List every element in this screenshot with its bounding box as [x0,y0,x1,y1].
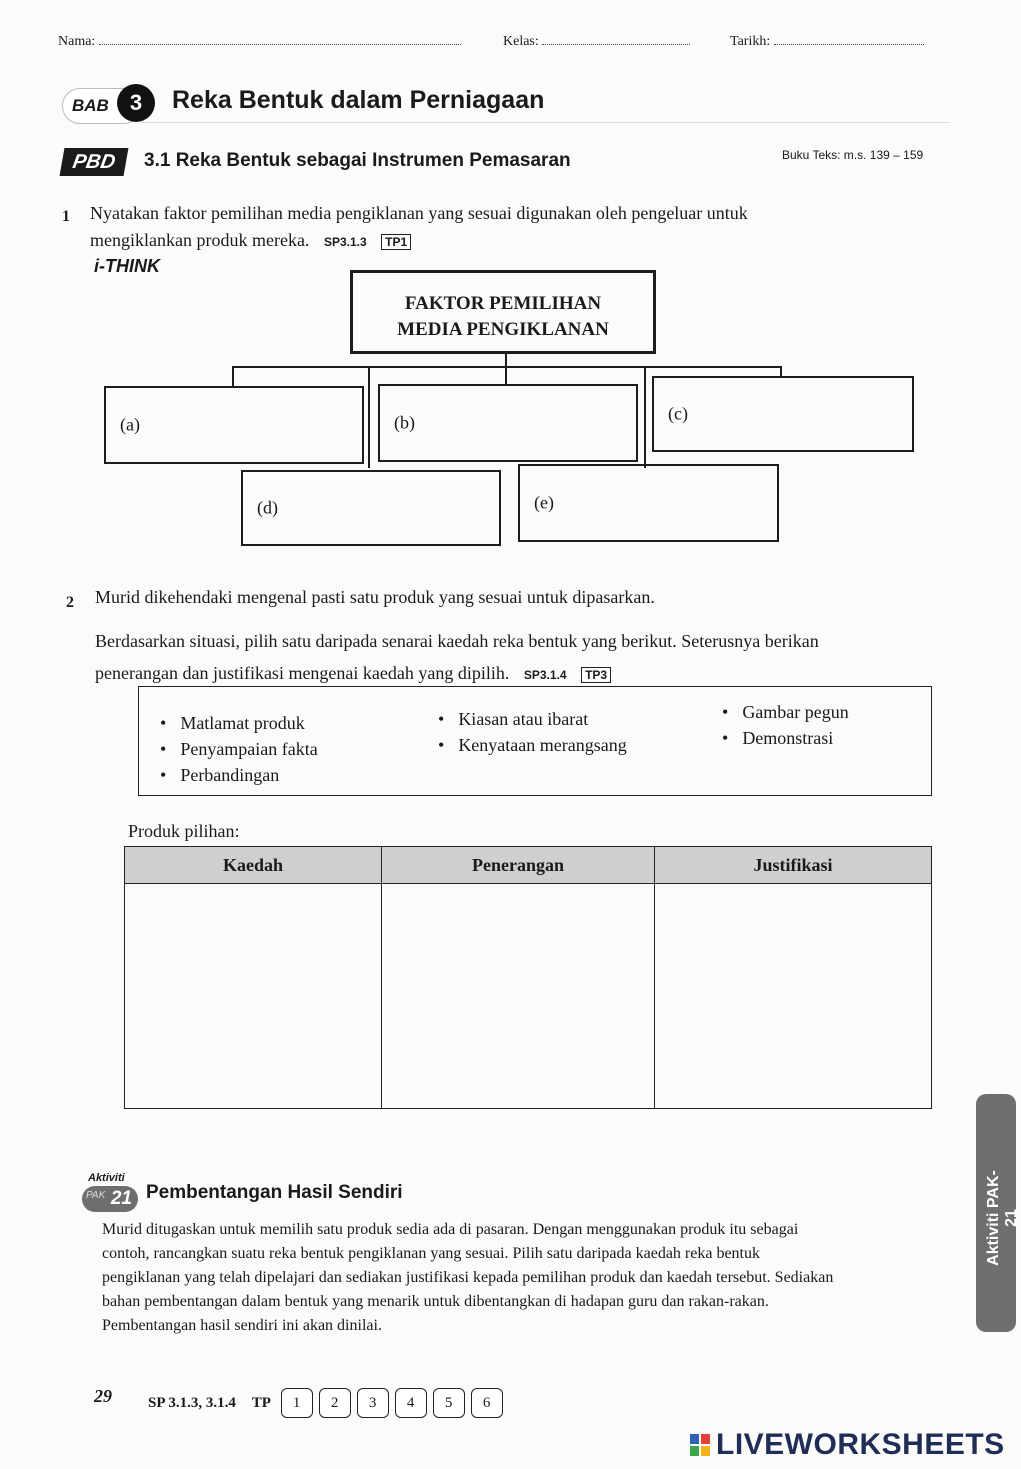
tp-level-box[interactable]: 4 [395,1388,427,1418]
activity-line: contoh, rancangkan suatu reka bentuk pengiklanan yang sesuai. Pilih satu daripada kaedah reka bentuk [102,1245,760,1262]
answer-box-e[interactable] [518,464,779,542]
nama-label: Nama: [58,34,96,49]
chapter-divider [140,122,950,123]
justifikasi-answer-cell[interactable] [655,884,932,1109]
question-1-number: 1 [62,208,70,225]
question-1-line2-row [90,227,411,255]
name-field-row [58,34,461,50]
liveworksheets-logo-icon [690,1434,710,1456]
tp-level-box[interactable]: 5 [433,1388,465,1418]
pbd-badge: PBD [60,148,129,176]
tarikh-field-row [730,34,924,50]
question-1-line2: mengiklankan produk mereka. [90,230,310,250]
pak-badge-label: PAK [86,1190,106,1201]
method-item: • Kiasan atau ibarat [438,706,627,732]
answer-label-b: (b) [394,412,415,433]
footer-row [148,1388,509,1418]
liveworksheets-watermark: LIVEWORKSHEETS [716,1428,1005,1461]
connector-vertical-left [368,368,370,468]
activity-paragraph [102,1218,934,1338]
pak-badge-number: 21 [110,1188,132,1209]
connector-b [505,366,507,386]
answer-label-d: (d) [257,497,278,518]
question-1-line1: Nyatakan faktor pemilihan media pengiklanan yang sesuai digunakan oleh pengeluar untuk [90,203,748,223]
textbook-reference: Buku Teks: m.s. 139 – 159 [782,148,924,162]
table-row [125,884,932,1109]
connector-vertical-right [644,368,646,468]
kelas-blank[interactable] [542,43,690,45]
method-item: • Matlamat produk [160,710,318,736]
sp-tag-2: SP3.1.4 [523,668,567,682]
tarikh-label: Tarikh: [730,34,771,49]
answer-label-e: (e) [534,492,554,513]
penerangan-answer-cell[interactable] [381,884,654,1109]
header-kaedah: Kaedah [125,847,382,884]
activity-line: Pembentangan hasil sendiri ini akan dinilai. [102,1317,382,1334]
sp-tag: SP3.1.3 [323,235,367,249]
bab-label: BAB [72,96,109,115]
product-choice-label: Produk pilihan: [128,821,240,841]
method-item: • Penyampaian fakta [160,736,318,762]
answer-table [124,846,932,1109]
chapter-number: 3 [117,84,155,122]
footer-tp-label: TP [251,1395,271,1411]
nama-blank[interactable] [99,43,461,45]
tp-level-box[interactable]: 3 [357,1388,389,1418]
methods-column-2 [438,706,627,758]
footer-sp-text: SP 3.1.3, 3.1.4 [148,1395,236,1411]
answer-label-c: (c) [668,403,688,424]
methods-column-1 [160,710,318,788]
answer-box-c[interactable] [652,376,914,452]
header-penerangan: Penerangan [381,847,654,884]
answer-label-a: (a) [120,414,140,435]
answer-box-a[interactable] [104,386,364,464]
method-item: • Demonstrasi [722,725,849,751]
activity-line: pengiklanan yang telah dipelajari dan sediakan justifikasi kepada pemilihan produk dan kaedah tersebut. Sediakan [102,1269,834,1286]
answer-box-b[interactable] [378,384,638,462]
tp-level-box[interactable]: 2 [319,1388,351,1418]
tp-level-box[interactable]: 1 [281,1388,313,1418]
diagram-title-box [350,270,656,354]
method-item: • Perbandingan [160,762,318,788]
activity-line: Murid ditugaskan untuk memilih satu produk sedia ada di pasaran. Dengan menggunakan produk itu sebagai [102,1221,799,1238]
question-2-line2: penerangan dan justifikasi mengenai kaedah yang dipilih. [95,663,510,683]
ithink-label: i-THINK [94,256,160,276]
kelas-field-row [503,34,690,50]
table-header-row [125,847,932,884]
connector-bar [232,366,782,368]
chapter-title: Reka Bentuk dalam Perniagaan [172,86,545,114]
header-justifikasi: Justifikasi [655,847,932,884]
connector-a [232,366,234,386]
tp-tag-2: TP3 [581,667,611,683]
activity-line: bahan pembentangan dalam bentuk yang menarik untuk dibentangkan di hadapan guru dan rakan-rakan. [102,1293,769,1310]
methods-column-3 [722,699,849,751]
method-item: • Kenyataan merangsang [438,732,627,758]
kaedah-answer-cell[interactable] [125,884,382,1109]
diagram-title-line2: MEDIA PENGIKLANAN [397,319,609,340]
kelas-label: Kelas: [503,34,539,49]
tp-level-box[interactable]: 6 [471,1388,503,1418]
side-tab-label: Aktiviti PAK-21 [985,1170,1020,1266]
question-2-intro: Murid dikehendaki mengenal pasti satu produk yang sesuai untuk dipasarkan. [95,587,655,607]
question-2-line2-row [95,660,611,688]
tp-tag: TP1 [381,234,411,250]
connector-c [780,366,782,376]
page-number: 29 [94,1386,112,1406]
activity-small-label: Aktiviti [88,1172,125,1184]
tarikh-blank[interactable] [774,43,924,45]
method-item: • Gambar pegun [722,699,849,725]
question-2-number: 2 [66,594,74,611]
diagram-title-line1: FAKTOR PEMILIHAN [404,293,602,314]
section-title: 3.1 Reka Bentuk sebagai Instrumen Pemasaran [144,150,571,171]
answer-box-d[interactable] [241,470,501,546]
activity-title: Pembentangan Hasil Sendiri [146,1182,403,1203]
question-2-line1: Berdasarkan situasi, pilih satu daripada senarai kaedah reka bentuk yang berikut. Seterusnya berikan [95,631,819,651]
